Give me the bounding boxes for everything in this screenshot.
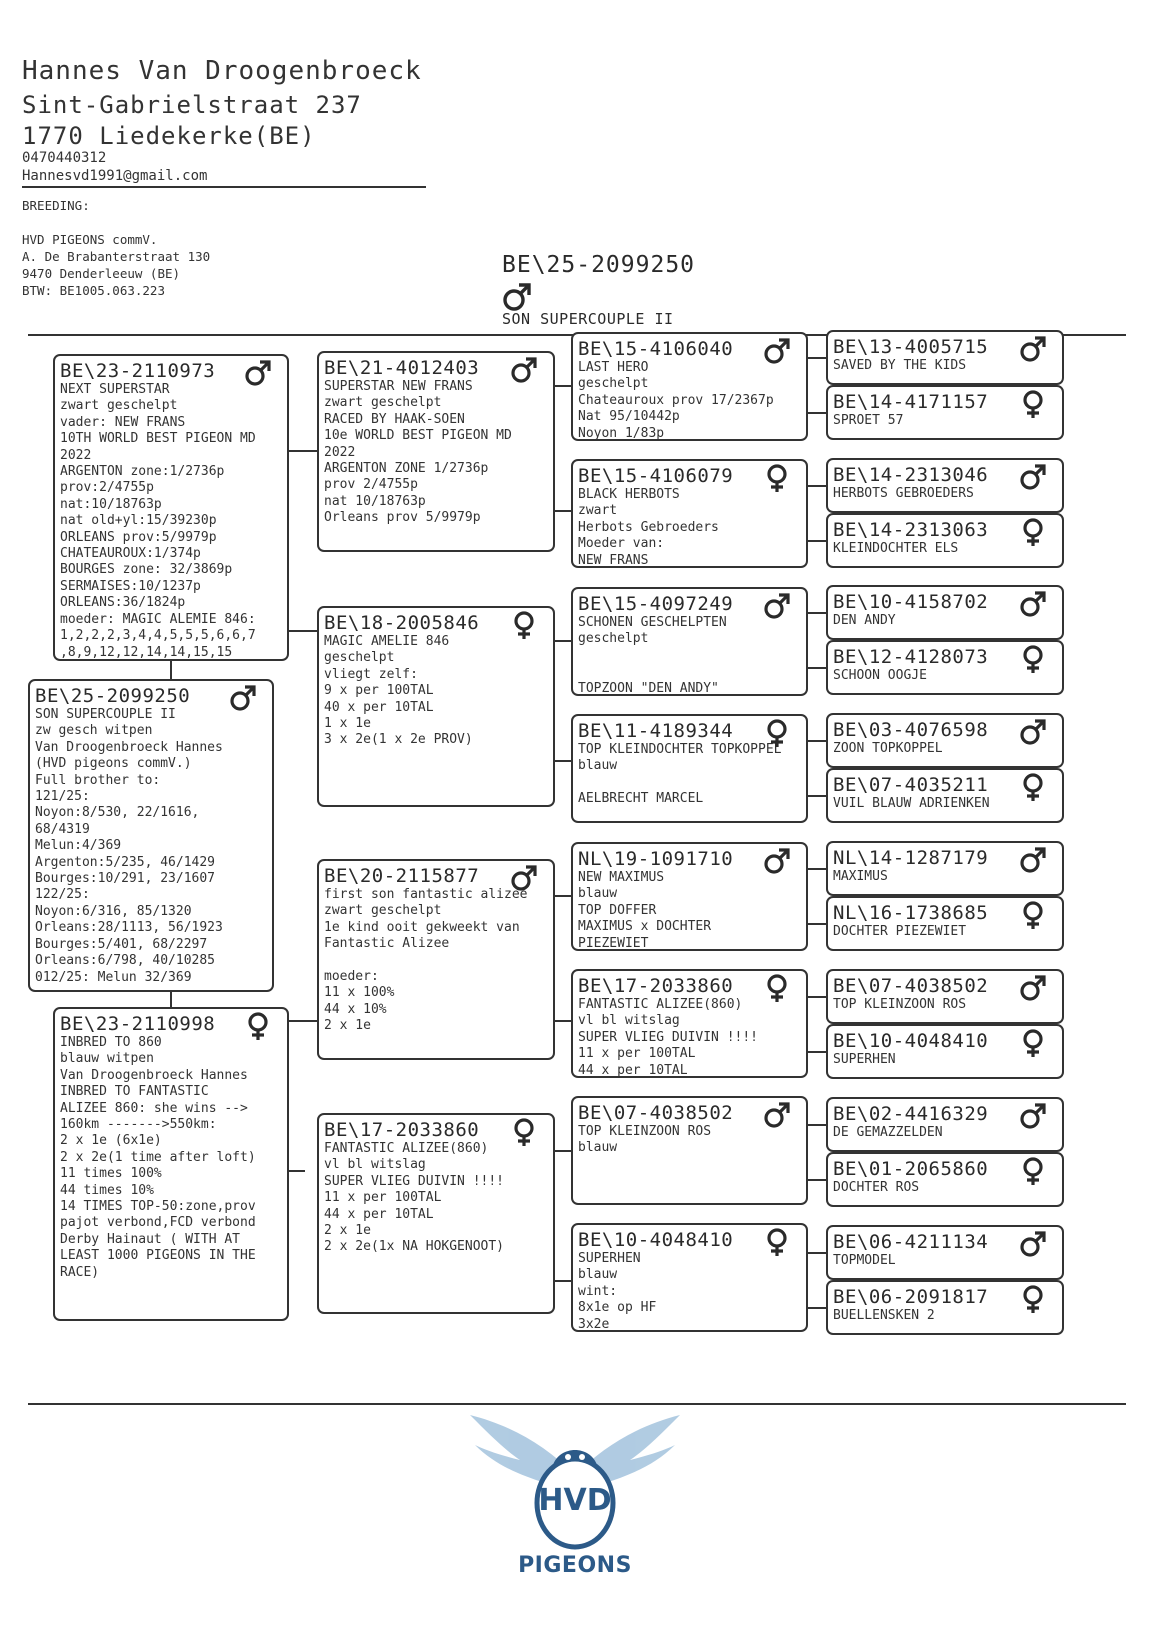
header-underline [22,186,426,188]
pigeon-ring-number: BE\20-2115877 [324,865,480,887]
pigeon-info-line: 3x2e [578,1316,610,1332]
male-symbol-icon [509,355,539,385]
pigeon-info-line: NEW FRANS [578,552,649,568]
breeder-city: 9470 Denderleeuw (BE) [22,266,181,281]
pigeon-info-line: INBRED TO FANTASTIC [60,1084,209,1100]
pigeon-ring-number: BE\25-2099250 [35,685,191,707]
pigeon-info-line: BOURGES zone: 32/3869p [60,562,233,578]
pigeon-info-line: Noyon:8/530, 22/1616, [35,805,200,821]
pigeon-info-line: 44 x 10% [324,1001,387,1017]
pigeon-info-line: BLACK HERBOTS [578,487,680,502]
pigeon-ring-number: BE\12-4128073 [833,646,989,668]
pigeon-info-line: geschelpt [578,631,649,647]
pigeon-info-line: DOCHTER PIEZEWIET [833,924,967,939]
connector-line [808,868,826,870]
pigeon-ring-number: BE\06-4211134 [833,1231,989,1253]
connector-line [808,1179,826,1181]
male-symbol-icon [1018,717,1048,747]
pigeon-info-line: geschelpt [578,376,649,392]
connector-line [808,1124,826,1126]
owner-city: 1770 Liedekerke(BE) [22,122,316,150]
pigeon-card-mf [317,859,555,1060]
connector-line [555,1020,571,1022]
pigeon-info-line: 2 x 2e(1 time after loft) [60,1149,256,1165]
breeding-label: BREEDING: [22,198,90,213]
pigeon-info-line: blauw witpen [60,1051,154,1067]
pigeon-info-line: zwart geschelpt [324,395,442,411]
pigeon-info-line: Orleans:28/1113, 56/1923 [35,920,223,936]
pigeon-info-line: ,8,9,12,12,14,14,15,15 [60,644,233,660]
pigeon-info-line: 3 x 2e(1 x 2e PROV) [324,732,473,748]
pigeon-info-line: 11 x per 100TAL [578,1046,696,1062]
pigeon-card-mmff [826,1097,1064,1152]
pigeon-info-line: SUPER VLIEG DUIVIN !!!! [324,1173,505,1189]
pigeon-card-fmfm [826,640,1064,695]
connector-line [808,795,826,797]
pigeon-info-line: BUELLENSKEN 2 [833,1308,935,1323]
connector-line [555,640,571,642]
male-symbol-icon [762,846,792,876]
pigeon-info-line: 1,2,2,2,3,4,4,5,5,5,6,6,7 [60,628,256,644]
pigeon-card-mmmm [826,1280,1064,1335]
pigeon-info-line: SUPERHEN [833,1052,896,1067]
pigeon-card-mfmf [826,969,1064,1024]
pigeon-info-line: Full brother to: [35,772,161,788]
pigeon-info-line: Van Droogenbroeck Hannes [60,1067,248,1083]
main-pigeon-name: SON SUPERCOUPLE II [502,310,674,328]
pigeon-ring-number: BE\14-2313046 [833,464,989,486]
pigeon-info-line: 44 times 10% [60,1182,154,1198]
pigeon-card-mfmm [826,1024,1064,1079]
pigeon-ring-number: BE\15-4106079 [578,465,734,487]
pigeon-card-mffm [826,896,1064,951]
pigeon-info-line: blauw [578,758,618,774]
connector-line [555,1280,571,1282]
pigeon-info-line: vl bl witslag [324,1157,426,1173]
pigeon-card-mmfm [826,1152,1064,1207]
pigeon-info-line: 2 x 1e [324,1018,371,1034]
hvd-pigeons-logo [450,1405,700,1585]
pigeon-info-line: blauw [578,886,618,902]
pigeon-info-line [578,648,802,664]
pigeon-ring-number: BE\14-2313063 [833,519,989,541]
logo-sub-text: PIGEONS [518,1553,632,1578]
pigeon-card-ffm [571,459,808,568]
pigeon-info-line: prov 2/4755p [324,477,418,493]
pigeon-info-line: SPROET 57 [833,413,904,428]
pigeon-info-line: MAGIC AMELIE 846 [324,634,450,649]
connector-line [808,412,826,414]
pigeon-info-line: ORLEANS:36/1824p [60,595,186,611]
pigeon-info-line: 10e WORLD BEST PIGEON MD [324,428,512,444]
pigeon-info-line: 10TH WORLD BEST PIGEON MD [60,431,256,447]
pigeon-card-m [53,1007,289,1321]
pigeon-info-line: TOPZOON "DEN ANDY" [578,680,719,696]
pigeon-info-line: SON SUPERCOUPLE II [35,707,176,722]
pigeon-info-line: DE GEMAZZELDEN [833,1125,943,1140]
pigeon-ring-number: BE\11-4189344 [578,720,734,742]
pigeon-info-line: Chateauroux prov 17/2367p [578,392,774,408]
logo-main-text: HVD [538,1483,612,1518]
male-symbol-icon [509,863,539,893]
pigeon-info-line: moeder: [324,969,379,985]
pigeon-info-line: Noyon:6/316, 85/1320 [35,903,192,919]
pigeon-info-line: ARGENTON zone:1/2736p [60,464,225,480]
pigeon-info-line: SUPERSTAR NEW FRANS [324,379,473,394]
pigeon-info-line: Nat 95/10442p [578,409,680,425]
pigeon-info-line: 11 x 100% [324,985,395,1001]
female-symbol-icon [1018,389,1048,419]
pigeon-card-fmm [571,714,808,823]
pigeon-info-line: FANTASTIC ALIZEE(860) [324,1141,489,1156]
pigeon-card-subject [28,679,274,992]
pigeon-info-line: 160km ------->550km: [60,1117,217,1133]
pigeon-info-line: AELBRECHT MARCEL [578,791,704,807]
pigeon-info-line: zwart geschelpt [60,398,178,414]
pigeon-info-line: 1e kind ooit gekweekt van [324,919,520,935]
pigeon-ring-number: NL\19-1091710 [578,848,734,870]
pigeon-ring-number: BE\15-4097249 [578,593,734,615]
male-symbol-icon [1018,1229,1048,1259]
breeder-company: HVD PIGEONS commV. [22,232,158,247]
pigeon-ring-number: BE\01-2065860 [833,1158,989,1180]
female-symbol-icon [1018,1156,1048,1186]
pigeon-info-line: prov:2/4755p [60,480,154,496]
female-symbol-icon [1018,517,1048,547]
pigeon-card-mm [317,1113,555,1314]
pigeon-info-line: SERMAISES:10/1237p [60,578,201,594]
female-symbol-icon [762,973,792,1003]
pigeon-card-fffm [826,385,1064,440]
pigeon-info-line: moeder: MAGIC ALEMIE 846: [60,611,256,627]
female-symbol-icon [509,1117,539,1147]
pigeon-info-line: HERBOTS GEBROEDERS [833,486,974,501]
pigeon-card-ffmf [826,458,1064,513]
female-symbol-icon [762,718,792,748]
pigeon-info-line: 2 x 2e(1x NA HOKGENOOT) [324,1239,505,1255]
pigeon-card-mmf [571,1096,808,1205]
pigeon-ring-number: BE\07-4035211 [833,774,989,796]
pigeon-info-line: Bourges:5/401, 68/2297 [35,936,208,952]
pigeon-info-line: FANTASTIC ALIZEE(860) [578,997,743,1012]
pigeon-info-line: MAXIMUS [833,869,888,884]
pigeon-info-line: (HVD pigeons commV.) [35,756,192,772]
pigeon-info-line: Van Droogenbroeck Hannes [35,739,223,755]
pigeon-info-line: vliegt zelf: [324,666,418,682]
connector-line [808,357,826,359]
pigeon-card-ff [317,351,555,552]
connector-line [808,540,826,542]
connector-line [289,450,317,452]
pigeon-info-line: Derby Hainaut ( WITH AT [60,1231,241,1247]
pigeon-info-line: 68/4319 [35,821,90,837]
pigeon-info-line: 1 x 1e [324,716,371,732]
connector-line [303,1170,305,1172]
female-symbol-icon [1018,1284,1048,1314]
male-symbol-icon [1018,589,1048,619]
pigeon-info-line: Bourges:10/291, 23/1607 [35,871,216,887]
connector-line [808,996,826,998]
pigeon-info-line: 2 x 1e [324,1223,371,1239]
pigeon-ring-number: BE\10-4158702 [833,591,989,613]
pigeon-ring-number: BE\21-4012403 [324,357,480,379]
connector-line [808,1252,826,1254]
pigeon-info-line: 44 x per 10TAL [578,1062,688,1078]
owner-name: Hannes Van Droogenbroeck [22,56,422,86]
connector-line [555,895,571,897]
pigeon-info-line: 8x1e op HF [578,1300,657,1316]
male-symbol-icon [1018,845,1048,875]
connector-line [170,992,172,1007]
female-symbol-icon [1018,772,1048,802]
pigeon-info-line: zwart [578,503,618,519]
breeder-vat: BTW: BE1005.063.223 [22,283,165,298]
pigeon-ring-number: BE\10-4048410 [833,1030,989,1052]
pigeon-info-line: 122/25: [35,887,90,903]
pigeon-card-fm [317,606,555,807]
pigeon-ring-number: BE\13-4005715 [833,336,989,358]
pigeon-info-line: Moeder van: [578,536,665,552]
male-symbol-icon [1018,334,1048,364]
pigeon-ring-number: BE\23-2110998 [60,1013,216,1035]
connector-line [808,923,826,925]
pigeon-info-line: 121/25: [35,789,90,805]
pigeon-info-line: RACE) [60,1264,100,1280]
pigeon-ring-number: BE\10-4048410 [578,1229,734,1251]
pigeon-info-line: 9 x per 100TAL [324,683,434,699]
pigeon-info-line: Herbots Gebroeders [578,519,719,535]
pigeon-info-line: wint: [578,1283,618,1299]
pigeon-info-line: ORLEANS prov:5/9979p [60,529,217,545]
pigeon-info-line: 14 TIMES TOP-50:zone,prov [60,1199,256,1215]
pigeon-info-line: INBRED TO 860 [60,1035,162,1050]
female-symbol-icon [762,1227,792,1257]
female-symbol-icon [1018,1028,1048,1058]
pigeon-info-line: VUIL BLAUW ADRIENKEN [833,796,990,811]
pigeon-info-line: 40 x per 10TAL [324,699,434,715]
pigeon-card-ffff [826,330,1064,385]
pigeon-info-line: 012/25: Melun 32/369 [35,969,192,985]
pigeon-info-line: NEXT SUPERSTAR [60,382,170,397]
pigeon-info-line: blauw [578,1267,618,1283]
connector-line [808,1307,826,1309]
pigeon-ring-number: BE\07-4038502 [578,1102,734,1124]
connector-line [555,1150,571,1152]
pigeon-info-line: Melun:4/369 [35,838,122,854]
connector-line [808,485,826,487]
pigeon-info-line: CHATEAUROUX:1/374p [60,546,201,562]
female-symbol-icon [509,610,539,640]
pigeon-info-line: nat old+yl:15/39230p [60,513,217,529]
pigeon-ring-number: BE\17-2033860 [578,975,734,997]
connector-line [555,760,571,762]
pigeon-info-line: zwart geschelpt [324,903,442,919]
pigeon-ring-number: NL\16-1738685 [833,902,989,924]
pigeon-info-line: ALIZEE 860: she wins --> [60,1100,248,1116]
pigeon-info-line: TOPMODEL [833,1253,896,1268]
male-symbol-icon [1018,462,1048,492]
pigeon-info-line: SUPER VLIEG DUIVIN !!!! [578,1029,759,1045]
pigeon-info-line: ZOON TOPKOPPEL [833,741,943,756]
pigeon-card-f [53,354,289,661]
pigeon-info-line: Orleans prov 5/9979p [324,510,481,526]
connector-line [808,667,826,669]
pigeon-card-fmmf [826,713,1064,768]
pigeon-info-line: ARGENTON ZONE 1/2736p [324,461,489,477]
pigeon-info-line: nat 10/18763p [324,493,426,509]
male-symbol-icon [243,358,273,388]
pigeon-info-line [578,664,802,680]
female-symbol-icon [243,1011,273,1041]
pigeon-card-fmf [571,587,808,696]
pigeon-card-mmm [571,1223,808,1332]
pigeon-info-line [578,775,802,791]
pigeon-info-line: SCHONEN GESCHELPTEN [578,615,727,630]
pigeon-ring-number: BE\03-4076598 [833,719,989,741]
breeder-street: A. De Brabanterstraat 130 [22,249,211,264]
pigeon-card-ffmm [826,513,1064,568]
pigeon-info-line: KLEINDOCHTER ELS [833,541,959,556]
pigeon-card-fmff [826,585,1064,640]
connector-line [808,612,826,614]
pigeon-info-line: 11 times 100% [60,1166,162,1182]
owner-phone: 0470440312 [22,150,107,166]
pigeon-info-line: 2022 [60,447,92,463]
pigeon-info-line: blauw [578,1140,618,1156]
pigeon-info-line: MAXIMUS x DOCHTER [578,919,712,935]
pigeon-card-mfm [571,969,808,1078]
pigeon-info-line: vader: NEW FRANS [60,414,186,430]
male-symbol-icon [762,591,792,621]
pigeon-ring-number: BE\14-4171157 [833,391,989,413]
pigeon-info-line: TOP DOFFER [578,902,657,918]
connector-line [170,660,172,679]
pigeon-ring-number: BE\23-2110973 [60,360,216,382]
pigeon-info-line: 2 x 1e (6x1e) [60,1133,162,1149]
pigeon-ring-number: BE\07-4038502 [833,975,989,997]
pigeon-card-mfff [826,841,1064,896]
pigeon-info-line: 11 x per 100TAL [324,1190,442,1206]
male-symbol-icon [228,683,258,713]
connector-line [289,1020,317,1022]
pigeon-card-mff [571,842,808,951]
pigeon-info-line: TOP KLEINZOON ROS [833,997,967,1012]
pigeon-ring-number: BE\17-2033860 [324,1119,480,1141]
owner-street: Sint-Gabrielstraat 237 [22,91,362,119]
male-symbol-icon [500,280,534,314]
male-symbol-icon [762,1100,792,1130]
connector-line [808,740,826,742]
pigeon-info-line: RACED BY HAAK-SOEN [324,411,465,427]
pigeon-info-line: first son fantastic alizee [324,887,528,902]
pigeon-info-line: LEAST 1000 PIGEONS IN THE [60,1248,256,1264]
pigeon-info-line: TOP KLEINZOON ROS [578,1124,712,1139]
pigeon-ring-number: BE\02-4416329 [833,1103,989,1125]
connector-line [808,1051,826,1053]
pigeon-info-line: Noyon 1/83p [578,425,665,441]
pigeon-card-mmmf [826,1225,1064,1280]
pigeon-info-line: NEW MAXIMUS [578,870,665,885]
pigeon-info-line: Argenton:5/235, 46/1429 [35,854,216,870]
pigeon-card-fmmm [826,768,1064,823]
pigeon-info-line: Fantastic Alizee [324,936,450,952]
pigeon-info-line: PIEZEWIET [578,935,649,951]
pigeon-info-line: SUPERHEN [578,1251,641,1266]
pigeon-ring-number: BE\15-4106040 [578,338,734,360]
connector-line [555,385,571,387]
pigeon-info-line: LAST HERO [578,360,649,375]
pigeon-info-line: zw gesch witpen [35,723,153,739]
pigeon-info-line [324,953,549,969]
pigeon-info-line: TOP KLEINDOCHTER TOPKOPPEL [578,742,782,757]
female-symbol-icon [1018,900,1048,930]
main-pigeon-id: BE\25-2099250 [502,252,696,278]
pigeon-card-fff [571,332,808,441]
pigeon-info-line: vl bl witslag [578,1013,680,1029]
pigeon-info-line: DOCHTER ROS [833,1180,920,1195]
pigeon-info-line: pajot verbond,FCD verbond [60,1215,256,1231]
connector-line [289,1170,303,1172]
pigeon-info-line: DEN ANDY [833,613,896,628]
male-symbol-icon [1018,973,1048,1003]
pigeon-info-line: SAVED BY THE KIDS [833,358,967,373]
pigeon-info-line: nat:10/18763p [60,496,162,512]
connector-line [555,510,571,512]
pigeon-info-line: 44 x per 10TAL [324,1206,434,1222]
pigeon-info-line: 2022 [324,444,356,460]
pigeon-info-line: Orleans:6/798, 40/10285 [35,953,216,969]
male-symbol-icon [1018,1101,1048,1131]
connector-line [289,630,317,632]
female-symbol-icon [1018,644,1048,674]
pigeon-ring-number: NL\14-1287179 [833,847,989,869]
male-symbol-icon [762,336,792,366]
owner-email: Hannesvd1991@gmail.com [22,168,208,184]
pigeon-info-line: SCHOON OOGJE [833,668,927,683]
female-symbol-icon [762,463,792,493]
pigeon-info-line: geschelpt [324,650,395,666]
pigeon-ring-number: BE\18-2005846 [324,612,480,634]
pigeon-ring-number: BE\06-2091817 [833,1286,989,1308]
